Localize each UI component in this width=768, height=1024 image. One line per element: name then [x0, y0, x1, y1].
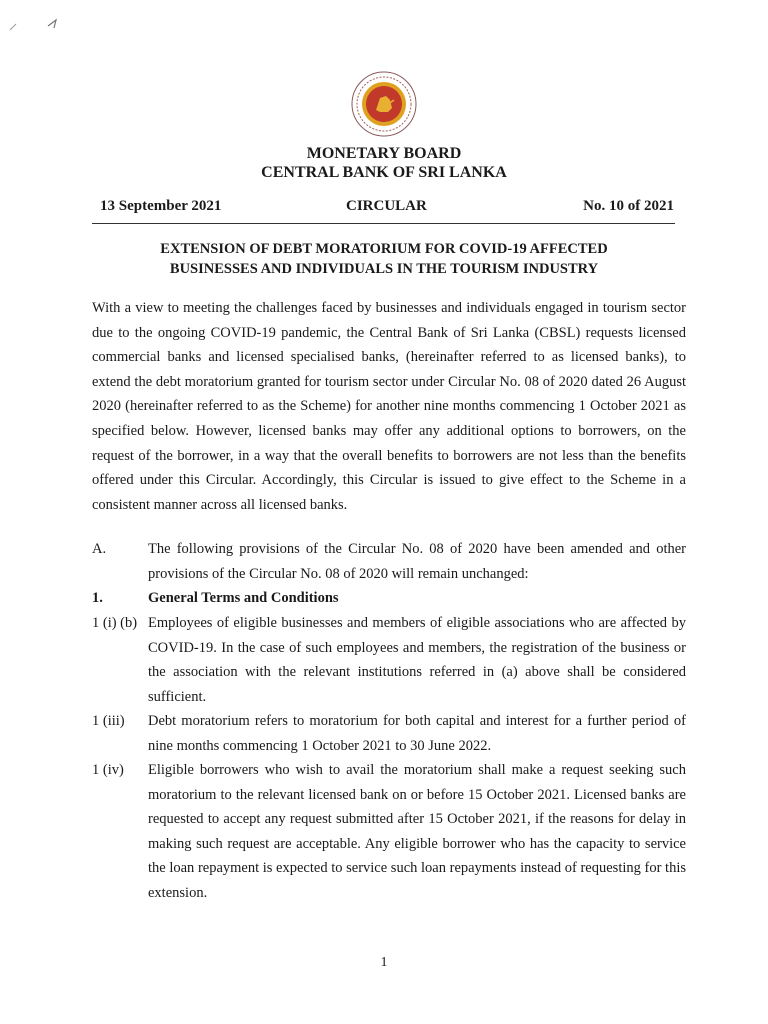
- clause-label: 1 (iii): [92, 713, 125, 729]
- section-a-text: The following provisions of the Circular No. 08 of 2020 have been amended and other provisions of the Circular No. 08 of 2020 will remain unchanged:: [148, 541, 686, 582]
- clause-text: Eligible borrowers who wish to avail the moratorium shall make a request seeking such moratorium to the relevant licensed bank on or before 15 October 2021. Licensed banks are requested to accept any request submitted after 15 October 2021, if the reasons for delay in making such request are acceptable. Any eligible borrower who has the capacity to service the loan repayment is expected to service such loan repayments instead of requesting for this extension.: [148, 762, 686, 901]
- clause-label: 1 (i) (b): [92, 615, 138, 631]
- central-bank-heading: CENTRAL BANK OF SRI LANKA: [261, 164, 507, 181]
- section-a-label: A.: [92, 541, 107, 557]
- document-title-line-2: BUSINESSES AND INDIVIDUALS IN THE TOURISM INDUSTRY: [169, 261, 599, 277]
- section-1-heading: General Terms and Conditions: [148, 590, 339, 606]
- document-title-line-1: EXTENSION OF DEBT MORATORIUM FOR COVID-19 AFFECTED: [160, 241, 608, 257]
- intro-paragraph: With a view to meeting the challenges faced by businesses and individuals engaged in tourism sector due to the ongoing COVID-19 pandemic, the Central Bank of Sri Lanka (CBSL) requests licensed commercial banks and licensed specialised banks, (hereinafter referred to as licensed banks), to extend the debt moratorium granted for tourism sector under Circular No. 08 of 2020 dated 26 August 2020 (hereinafter referred to as the Scheme) for another nine months commencing 1 October 2021 as specified below. However, licensed banks may offer any additional options to borrowers, on the request of the borrower, in a way that the overall benefits to borrowers are not less than the benefits offered under this Circular. Accordingly, this Circular is issued to give effect to the Scheme in a consistent manner across all licensed banks.: [92, 300, 686, 513]
- scan-artifact-marks: [8, 12, 68, 36]
- monetary-board-heading: MONETARY BOARD: [306, 145, 462, 162]
- circular-label: CIRCULAR: [346, 198, 427, 214]
- clause-label: 1 (iv): [92, 762, 124, 778]
- page-number: 1: [380, 955, 388, 970]
- circular-number: No. 10 of 2021: [583, 198, 674, 214]
- circular-date: 13 September 2021: [100, 198, 222, 214]
- header-divider: [92, 223, 675, 224]
- section-1-label: 1.: [92, 590, 103, 606]
- clause-text: Debt moratorium refers to moratorium for both capital and interest for a further period of nine months commencing 1 October 2021 to 30 June 2022.: [148, 713, 686, 754]
- clause-text: Employees of eligible businesses and members of eligible associations who are affected by COVID-19. In the case of such employees and members, the registration of the business or the association with the relevant institutions referred in (a) above shall be considered sufficient.: [148, 615, 686, 705]
- central-bank-seal-icon: [350, 70, 418, 138]
